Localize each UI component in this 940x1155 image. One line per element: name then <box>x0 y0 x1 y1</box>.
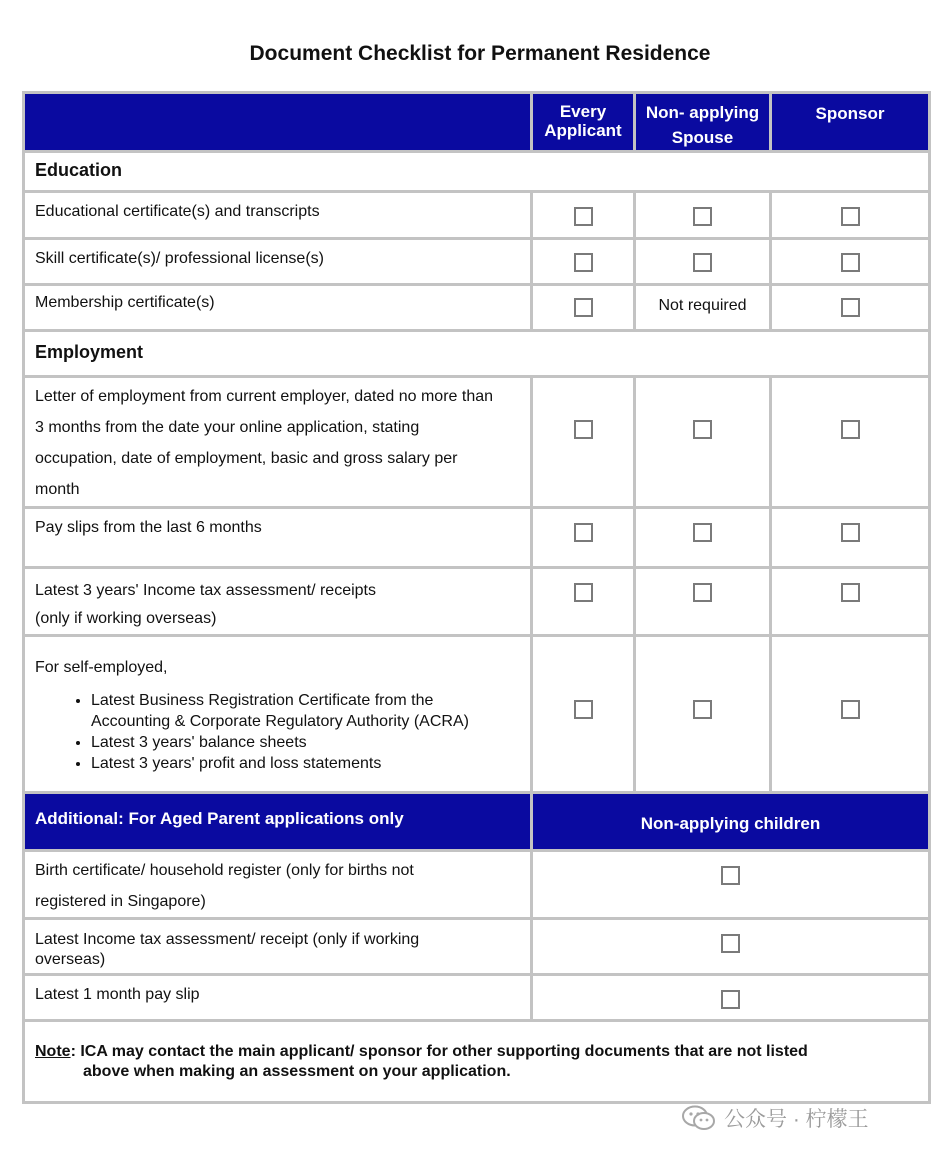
list-item: • Latest 3 years' balance sheets <box>91 732 510 753</box>
checkbox[interactable] <box>721 990 740 1009</box>
section-row <box>24 331 930 377</box>
note <box>24 1021 930 1103</box>
section-additional: Additional: For Aged Parent applications only <box>24 793 532 851</box>
list-item: • Latest 3 years' profit and loss statements <box>91 753 510 774</box>
page-title: Document Checklist for Permanent Residence <box>249 42 711 65</box>
table-row <box>24 636 930 793</box>
checkbox[interactable] <box>574 420 593 439</box>
checkbox[interactable] <box>693 420 712 439</box>
check-cell <box>635 568 771 636</box>
note-label: Note <box>35 1043 71 1060</box>
check-cell <box>532 975 930 1021</box>
note-text: : ICA may contact the main applicant/ sponsor for other supporting documents that are not listed <box>70 1043 808 1060</box>
check-cell <box>635 636 771 793</box>
col-label: Applicant <box>544 121 622 140</box>
checkbox[interactable] <box>693 583 712 602</box>
check-cell <box>532 636 635 793</box>
checkbox[interactable] <box>693 207 712 226</box>
section-education: Education <box>24 152 930 192</box>
table-row <box>24 239 930 285</box>
checkbox[interactable] <box>841 583 860 602</box>
self-employed-label: For self-employed, <box>35 659 168 676</box>
checkbox[interactable] <box>574 253 593 272</box>
col-label: Every <box>559 102 607 121</box>
check-cell <box>532 508 635 568</box>
not-required-text: Not required <box>635 285 771 331</box>
table-row <box>24 285 930 331</box>
checkbox[interactable] <box>574 298 593 317</box>
check-cell <box>635 239 771 285</box>
checkbox[interactable] <box>574 523 593 542</box>
bullet-list <box>35 690 510 774</box>
table-row <box>24 919 930 975</box>
header-row <box>24 93 930 152</box>
table-row <box>24 192 930 239</box>
checkbox[interactable] <box>574 583 593 602</box>
check-cell <box>532 851 930 919</box>
col-non-applying-children: Non-applying children <box>532 793 930 851</box>
check-cell <box>532 239 635 285</box>
check-cell <box>771 636 930 793</box>
table-row <box>24 377 930 508</box>
check-cell <box>771 285 930 331</box>
table-row <box>24 851 930 919</box>
header-blank <box>24 93 532 152</box>
wechat-icon <box>682 1105 716 1131</box>
check-cell <box>532 377 635 508</box>
checkbox[interactable] <box>574 700 593 719</box>
row-label: Educational certificate(s) and transcripts <box>24 192 532 239</box>
checkbox[interactable] <box>693 700 712 719</box>
checkbox[interactable] <box>693 253 712 272</box>
checklist-table <box>22 91 931 1104</box>
row-label: Birth certificate/ household register (only for births not registered in Singapore) <box>24 851 532 919</box>
section-row <box>24 793 930 851</box>
check-cell <box>532 568 635 636</box>
section-row <box>24 152 930 192</box>
check-cell <box>771 239 930 285</box>
table-row <box>24 508 930 568</box>
row-label <box>24 568 532 636</box>
row-label: Membership certificate(s) <box>24 285 532 331</box>
col-label: Non- applying <box>645 103 760 122</box>
check-cell <box>771 508 930 568</box>
row-label: Letter of employment from current employer, dated no more than 3 months from the date your online application, stating occupation, date of employment, basic and gross salary per month <box>24 377 532 508</box>
check-cell <box>635 508 771 568</box>
check-cell <box>532 192 635 239</box>
row-label: Latest Income tax assessment/ receipt (only if working overseas) <box>24 919 532 975</box>
row-label: Latest 1 month pay slip <box>24 975 532 1021</box>
checkbox[interactable] <box>841 253 860 272</box>
row-label-line: Latest 3 years' Income tax assessment/ receipts <box>35 582 376 599</box>
watermark <box>682 1103 869 1133</box>
checkbox[interactable] <box>693 523 712 542</box>
col-every-applicant <box>532 93 635 152</box>
check-cell <box>771 568 930 636</box>
row-label-line: (only if working overseas) <box>35 610 217 627</box>
note-text-cont: above when making an assessment on your application. <box>83 1063 511 1080</box>
checkbox[interactable] <box>841 700 860 719</box>
table-row <box>24 568 930 636</box>
checkbox[interactable] <box>841 420 860 439</box>
checkbox[interactable] <box>721 866 740 885</box>
checkbox[interactable] <box>721 934 740 953</box>
col-label: Spouse <box>671 128 734 147</box>
col-non-applying-spouse <box>635 93 771 152</box>
table-row <box>24 975 930 1021</box>
check-cell <box>532 919 930 975</box>
watermark-text: 公众号 · 柠檬王 <box>724 1108 869 1131</box>
checkbox[interactable] <box>841 523 860 542</box>
check-cell <box>771 377 930 508</box>
note-row <box>24 1021 930 1103</box>
check-cell <box>635 377 771 508</box>
checkbox[interactable] <box>574 207 593 226</box>
row-label: Skill certificate(s)/ professional license(s) <box>24 239 532 285</box>
check-cell <box>635 192 771 239</box>
row-label: Pay slips from the last 6 months <box>24 508 532 568</box>
section-employment: Employment <box>24 331 930 377</box>
check-cell <box>771 192 930 239</box>
row-label <box>24 636 532 793</box>
check-cell <box>532 285 635 331</box>
checkbox[interactable] <box>841 298 860 317</box>
col-sponsor: Sponsor <box>771 93 930 152</box>
checkbox[interactable] <box>841 207 860 226</box>
list-item: • Latest Business Registration Certificate from the Accounting & Corporate Regulatory Authority (ACRA) <box>91 690 510 732</box>
